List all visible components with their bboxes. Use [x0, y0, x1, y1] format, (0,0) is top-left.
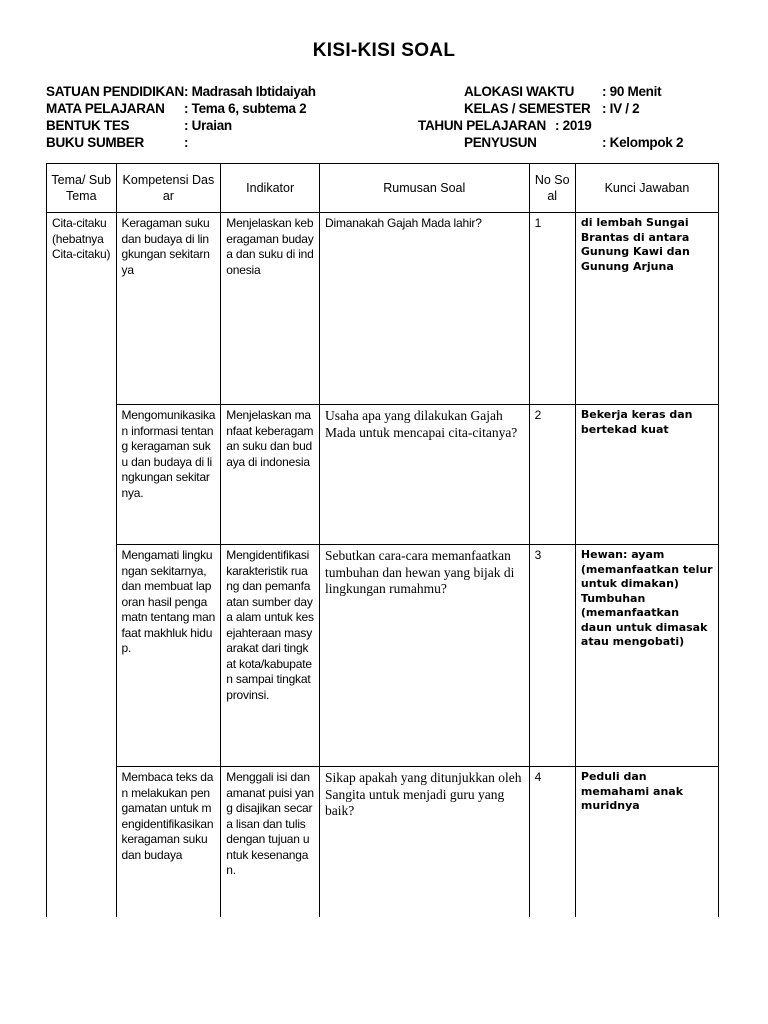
header-kompetensi: Kompetensi Dasar [116, 164, 221, 213]
info-label: BENTUK TES [46, 118, 130, 133]
header-indikator: Indikator [221, 164, 320, 213]
indikator-cell: Menjelaskan keberagaman budaya dan suku di indonesia [221, 213, 320, 405]
info-value: : Madrasah Ibtidaiyah [184, 84, 316, 99]
soal-cell: Dimanakah Gajah Mada lahir? [320, 213, 530, 405]
no-soal-cell: 3 [529, 545, 575, 767]
indikator-cell: Mengidentifikasi karakteristik ruang dan pemanfaatan sumber daya alam untuk kesejahteraan masyarakat dari tingkat kota/kabupaten sampai tingkat provinsi. [221, 545, 320, 767]
kunci-cell: di lembah Sungai Brantas di antara Gunung Kawi dan Gunung Arjuna [575, 213, 718, 405]
table-row [47, 213, 719, 405]
soal-cell: Sikap apakah yang ditunjukkan oleh Sangita untuk menjadi guru yang baik? [320, 767, 530, 917]
table-row [47, 767, 719, 917]
info-value: : Uraian [184, 118, 232, 133]
soal-cell: Usaha apa yang dilakukan Gajah Mada untuk mencapai cita-citanya? [320, 405, 530, 545]
kompetensi-cell: Keragaman suku dan budaya di lingkungan sekitarnya [116, 213, 221, 405]
indikator-cell: Menggali isi dan amanat puisi yang disajikan secara lisan dan tulis dengan tujuan untuk kesenangan. [221, 767, 320, 917]
info-value: : 2019 [555, 118, 592, 133]
info-label: KELAS / SEMESTER [464, 101, 591, 116]
document-title: KISI-KISI SOAL [312, 40, 456, 61]
info-value: : Tema 6, subtema 2 [184, 101, 307, 116]
info-label: BUKU SUMBER [46, 135, 144, 150]
kunci-cell: Hewan: ayam (memanfaatkan telur untuk dimakan) Tumbuhan (memanfaatkan daun untuk dimasak atau mengobati) [575, 545, 718, 767]
kompetensi-cell: Mengomunikasikan informasi tentang keragaman suku dan budaya di lingkungan sekitarnya. [116, 405, 221, 545]
info-label: SATUAN PENDIDIKAN [46, 84, 184, 99]
info-right [418, 84, 718, 152]
header-tema: Tema/ Sub Tema [47, 164, 117, 213]
table-row [47, 405, 719, 545]
info-label: MATA PELAJARAN [46, 101, 165, 116]
info-left [46, 84, 406, 152]
table-header-row [47, 164, 719, 213]
table-row [47, 545, 719, 767]
header-no-soal: No Soal [529, 164, 575, 213]
soal-cell: Sebutkan cara-cara memanfaatkan tumbuhan dan hewan yang bijak di lingkungan rumahmu? [320, 545, 530, 767]
tema-cell: Cita-citaku (hebatnya Cita-citaku) [47, 213, 117, 917]
info-value: : 90 Menit [602, 84, 662, 99]
info-label: TAHUN PELAJARAN [418, 118, 547, 133]
header-kunci-jawaban: Kunci Jawaban [575, 164, 718, 213]
no-soal-cell: 2 [529, 405, 575, 545]
no-soal-cell: 1 [529, 213, 575, 405]
info-value: : Kelompok 2 [602, 135, 684, 150]
info-value: : IV / 2 [602, 101, 640, 116]
info-value: : [184, 135, 189, 150]
kunci-cell: Peduli dan memahami anak muridnya [575, 767, 718, 917]
header-rumusan-soal: Rumusan Soal [320, 164, 530, 213]
info-label: PENYUSUN [464, 135, 537, 150]
no-soal-cell: 4 [529, 767, 575, 917]
indikator-cell: Menjelaskan manfaat keberagaman suku dan budaya di indonesia [221, 405, 320, 545]
kompetensi-cell: Mengamati lingkungan sekitarnya, dan membuat laporan hasil pengamatn tentang manfaat makhluk hidup. [116, 545, 221, 767]
kisi-kisi-table [46, 163, 719, 917]
info-label: ALOKASI WAKTU [464, 84, 575, 99]
kompetensi-cell: Membaca teks dan melakukan pengamatan untuk mengidentifikasikan keragaman suku dan budaya [116, 767, 221, 917]
kunci-cell: Bekerja keras dan bertekad kuat [575, 405, 718, 545]
